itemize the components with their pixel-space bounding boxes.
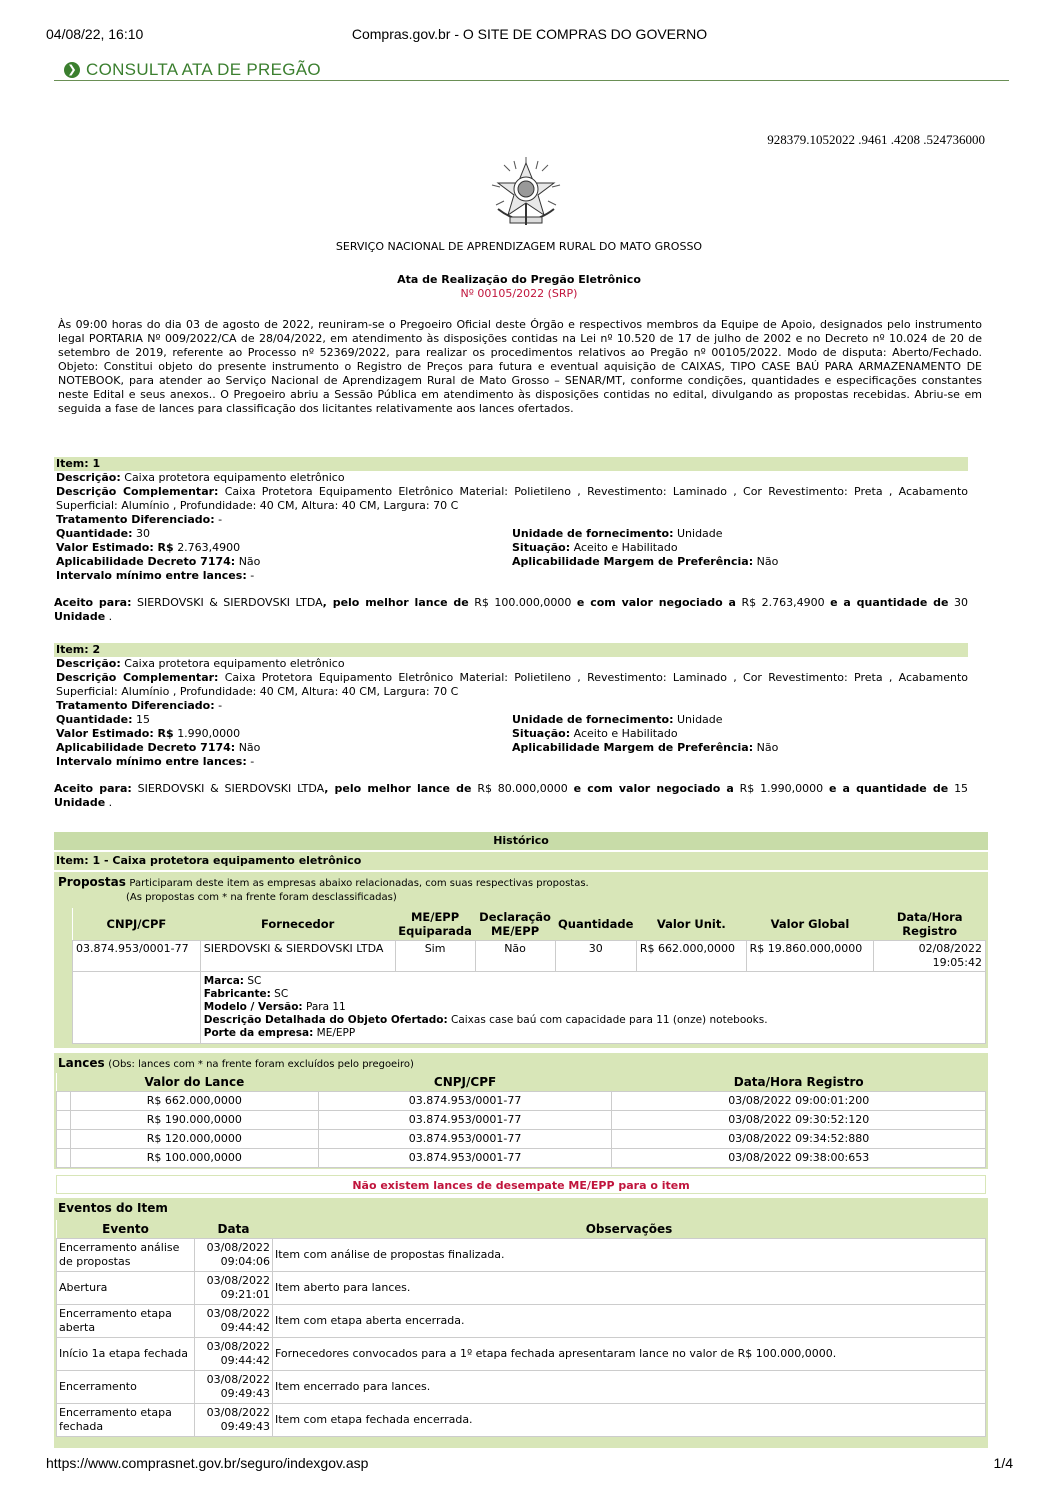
brand-label: CONSULTA ATA DE PREGÃO [86, 60, 321, 79]
table-row: R$ 120.000,0000 03.874.953/0001-77 03/08/2022 09:34:52:880 [57, 1129, 986, 1148]
eventos-panel: Eventos do Item [54, 1198, 988, 1448]
table-row: R$ 662.000,0000 03.874.953/0001-77 03/08/2022 09:00:01:200 [57, 1091, 986, 1110]
eventos-table: Evento Data Observações Encerramento análise de propostas 03/08/2022 09:04:06 Item com análise de propostas finalizada. Abertura 03/08/2022 09:21:01 Item aberto para lances. Encerramento etapa aberta 03/08/2022 09:44:42 Item com etapa aberta encerrada. Início 1a etapa fechada 03/08/2022 09:44:42 Fornecedores convocados para a 1º etapa fechada apresentaram lance no valor de R$ 100.000,0000. Encerramento 03/08/2022 09:49:43 Item encerrado para lances. Encerramento etapa fechada 03/08/2022 09:49:43 Item com etapa fechada encerrada. [56, 1220, 986, 1437]
brand [64, 60, 321, 80]
accept-statement: Aceito para: SIERDOVSKI & SIERDOVSKI LTDA, pelo melhor lance de R$ 80.000,0000 e com valor negociado a R$ 1.990,0000 e a quantidade de 15 Unidade . [54, 782, 969, 809]
table-row: Encerramento etapa aberta 03/08/2022 09:44:42 Item com etapa aberta encerrada. [57, 1304, 986, 1337]
table-row: Encerramento análise de propostas 03/08/2022 09:04:06 Item com análise de propostas finalizada. [57, 1238, 986, 1271]
intro-paragraph: Às 09:00 horas do dia 03 de agosto de 2022, reuniram-se o Pregoeiro Oficial deste Órgão e respectivos membros da Equipe de Apoio, designados pelo instrumento legal PORTARIA Nº 009/2022/CA de 28/04/2022, em atendimento às disposições contidas na Lei nº 10.520 de 17 de julho de 2002 e no Decreto nº 10.024 de 20 de setembro de 2019, referente ao Processo nº 52369/2022, para realizar os procedimentos relativos ao Pregão nº 00105/2022. Modo de disputa: Aberto/Fechado. Objeto: Constitui objeto do presente instrumento o Registro de Preços para futura e eventual aquisição de CAIXAS, TIPO CASE BAÚ PARA ARMAZENAMENTO DE NOTEBOOK, para atender ao Serviço Nacional de Aprendizagem Rural de Mato Grosso – SENAR/MT, conforme condições, quantidades e especificações constantes neste Edital e seus anexos.. O Pregoeiro abriu a Sessão Pública em atendimento às disposições contidas no edital, divulgando as propostas recebidas. Abriu-se em seguida a fase de lances para classificação dos licitantes relativamente aos lances ofertados. [58, 318, 982, 415]
table-row: Início 1a etapa fechada 03/08/2022 09:44:42 Fornecedores convocados para a 1º etapa fechada apresentaram lance no valor de R$ 100.000,0000. [57, 1337, 986, 1370]
item-header: Item: 1 [54, 457, 968, 471]
historico-title: Histórico [54, 832, 988, 850]
item-block: Item: 2 Descrição: Caixa protetora equipamento eletrônico Descrição Complementar: Caixa Protetora Equipamento Eletrônico Material: Polietileno , Revestimento: Laminado , Cor Revestimento: Preta , Acabamento Superficial: Alumínio , Profundidade: 40 CM, Altura: 40 CM, Largura: 70 C Tratamento Diferenciado: - Quantidade: 15 Unidade de fornecimento: Unidade Valor Estimado: R$ 1.990,0000 Situação: Aceito e Habilitado Aplicabilidade Decreto 7174: Não Aplicabilidade Margem de Preferência: Não Intervalo mínimo entre lances: - [56, 643, 968, 768]
lances-table: Valor do Lance CNPJ/CPF Data/Hora Registro R$ 662.000,0000 03.874.953/0001-77 03/08/2022 09:00:01:200 R$ 190.000,0000 03.874.953/0001-77 03/08/2022 09:30:52:120 R$ 120.000,0000 03.874.953/0001-77 03/08/2022 09:34:52:880 R$ 100.000,0000 03.874.953/0001-77 03/08/2022 09:38:00:653 [56, 1073, 986, 1168]
print-header [46, 26, 1013, 44]
print-datetime: 04/08/22, 16:10 [46, 26, 144, 42]
item-block: Item: 1 Descrição: Caixa protetora equipamento eletrônico Descrição Complementar: Caixa Protetora Equipamento Eletrônico Material: Polietileno , Revestimento: Laminado , Cor Revestimento: Preta , Acabamento Superficial: Alumínio , Profundidade: 40 CM, Altura: 40 CM, Largura: 70 C Tratamento Diferenciado: - Quantidade: 30 Unidade de fornecimento: Unidade Valor Estimado: R$ 2.763,4900 Situação: Aceito e Habilitado Aplicabilidade Decreto 7174: Não Aplicabilidade Margem de Preferência: Não Intervalo mínimo entre lances: - [56, 457, 968, 582]
table-row: 03.874.953/0001-77 SIERDOVSKI & SIERDOVSKI LTDA Sim Não 30 R$ 662.000,0000 R$ 19.860.000,0000 02/08/2022 19:05:42 [73, 941, 986, 972]
chevron-right-icon: ❯ [64, 62, 80, 78]
table-row: Encerramento 03/08/2022 09:49:43 Item encerrado para lances. [57, 1370, 986, 1403]
proposal-details-row: Marca: SC Fabricante: SC Modelo / Versão: Para 11 Descrição Detalhada do Objeto Ofertado: Caixas case baú com capacidade para 11 (onze) notebooks. Porte da empresa: ME/EPP [73, 972, 986, 1044]
historico-item-title: Item: 1 - Caixa protetora equipamento eletrônico [54, 852, 988, 870]
print-footer [46, 1455, 1013, 1471]
historico-section [54, 832, 988, 870]
page-number: 1/4 [993, 1455, 1013, 1471]
print-url: https://www.comprasnet.gov.br/seguro/indexgov.asp [46, 1455, 369, 1471]
no-tiebreak-notice: Não existem lances de desempate ME/EPP para o item [56, 1175, 986, 1194]
lances-panel: Lances (Obs: lances com * na frente foram excluídos pelo pregoeiro) [54, 1053, 988, 1169]
brand-divider [54, 80, 1009, 81]
table-row: Abertura 03/08/2022 09:21:01 Item aberto para lances. [57, 1271, 986, 1304]
table-row: Encerramento etapa fechada 03/08/2022 09:49:43 Item com etapa fechada encerrada. [57, 1403, 986, 1436]
coat-of-arms-icon [484, 153, 568, 233]
print-title: Compras.gov.br - O SITE DE COMPRAS DO GOVERNO [351, 26, 708, 42]
propostas-table: CNPJ/CPF Fornecedor ME/EPP Equiparada Declaração ME/EPP Quantidade Valor Unit. Valor Global Data/Hora Registro 03.874.953/0001-77 SIERDOVSKI & SIERDOVSKI LTDA Sim Não 30 R$ 662.000,0000 R$ 19.860.000,0000 02/08/2022 19:05:42 Marca: SC Fabricante: SC Modelo / Versão: Para 11 Descrição Detalhada do Objeto Ofertado: Caixas case baú com capacidade para 11 (onze) notebooks. Porte da empresa: ME/EPP [72, 908, 986, 1044]
ata-title: Ata de Realização do Pregão Eletrônico [397, 273, 641, 286]
ata-number: Nº 00105/2022 (SRP) [460, 287, 578, 300]
table-row: R$ 100.000,0000 03.874.953/0001-77 03/08/2022 09:38:00:653 [57, 1148, 986, 1167]
propostas-panel: Propostas Participaram deste item as empresas abaixo relacionadas, com suas respectivas propostas. (As propostas com * na frente foram desclassificadas) [54, 872, 988, 1048]
accept-statement: Aceito para: SIERDOVSKI & SIERDOVSKI LTDA, pelo melhor lance de R$ 100.000,0000 e com valor negociado a R$ 2.763,4900 e a quantidade de 30 Unidade . [54, 596, 968, 623]
organization-name: SERVIÇO NACIONAL DE APRENDIZAGEM RURAL DO MATO GROSSO [335, 240, 703, 253]
item-header: Item: 2 [54, 643, 968, 657]
document-id: 928379.1052022 .9461 .4208 .524736000 [767, 132, 985, 147]
table-row: R$ 190.000,0000 03.874.953/0001-77 03/08/2022 09:30:52:120 [57, 1110, 986, 1129]
